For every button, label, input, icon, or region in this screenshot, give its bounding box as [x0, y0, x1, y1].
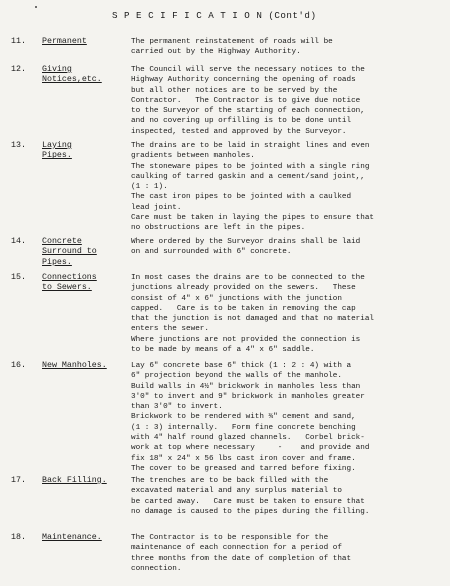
clause-line: consist of 4" x 6" junctions with the junction	[131, 294, 342, 303]
clause-heading	[42, 37, 130, 47]
clause-line: no obstructions are left in the pipes.	[131, 224, 306, 233]
clause-line: on and surrounded with 6" concrete.	[131, 248, 292, 257]
clause-line: excavated material and any surplus material to	[131, 487, 342, 496]
clause-heading-line: Connections	[42, 273, 97, 282]
clause-heading-line: Maintenance.	[42, 533, 102, 542]
clause-line: The Council will serve the necessary notices to the	[131, 66, 365, 74]
clause-line: (1 : 1).	[131, 183, 168, 192]
clause-heading-line: Surround to	[42, 247, 97, 257]
clause-heading	[42, 533, 130, 543]
clause-line: and no covering up orfilling is to be done until	[131, 117, 352, 126]
clause-line: lead joint.	[131, 203, 182, 212]
clause-line: Lay 6" concrete base 6" thick (1 : 2 : 4) with a	[131, 362, 352, 370]
clause-heading	[42, 273, 130, 294]
clause-heading-line: New Manholes.	[42, 361, 107, 370]
clause-line: no damage is caused to the pipes during the filling.	[131, 507, 370, 516]
clause-line: 6" projection beyond the walls of the manhole.	[131, 372, 342, 381]
clause-body	[131, 533, 449, 574]
clause-number: 18.	[11, 533, 26, 542]
clause-number: 14.	[11, 237, 26, 246]
clause-line: inspected, tested and approved by the Surveyor.	[131, 127, 347, 136]
clause-line: to the Surveyor of the starting of each connection,	[131, 107, 365, 116]
clause-heading-line: to Sewers.	[42, 283, 92, 293]
clause-number: 15.	[11, 273, 26, 282]
clause-line: junctions already provided on the sewers. These	[131, 284, 356, 293]
clause-line: 3'0" to invert and 9" brickwork in manholes greater	[131, 392, 365, 401]
clause-body	[131, 141, 449, 234]
clause-line: The cast iron pipes to be jointed with a caulked	[131, 193, 352, 202]
clause-line: Where ordered by the Surveyor drains shall be laid	[131, 238, 361, 246]
clause-line: The permanent reinstatement of roads will be	[131, 38, 333, 46]
clause-heading-line: Laying	[42, 141, 72, 150]
clause-line: fix 18" x 24" x 56 lbs cast iron cover and frame.	[131, 454, 356, 463]
clause-heading	[42, 361, 130, 371]
clause-line: with 4" half round glazed channels. Corbel brick-	[131, 434, 365, 443]
clause-body	[131, 37, 449, 58]
clause-line: The cover to be greased and tarred before fixing.	[131, 464, 356, 473]
clause-heading-line: Concrete	[42, 237, 82, 246]
clause-number: 16.	[11, 361, 26, 370]
clause-line: Contractor. The Contractor is to give due notice	[131, 96, 361, 105]
clause-line: connection.	[131, 564, 182, 573]
clause-heading-line: Back Filling.	[42, 476, 107, 485]
clause-number: 17.	[11, 476, 26, 485]
clause-heading	[42, 141, 130, 162]
clause-line: gradients between manholes.	[131, 152, 255, 161]
clause-line: The trenches are to be back filled with the	[131, 477, 329, 485]
clause-line: The Contractor is to be responsible for the	[131, 534, 329, 542]
clause-heading-line: Giving	[42, 65, 72, 74]
clause-line: Brickwork to be rendered with ¾" cement and sand,	[131, 413, 356, 422]
clause-line: In most cases the drains are to be connected to the	[131, 274, 365, 282]
clause-heading	[42, 237, 130, 268]
clause-line: (1 : 3) internally. Form fine concrete benching	[131, 423, 356, 432]
clause-body	[131, 273, 449, 355]
clause-body	[131, 65, 449, 137]
clause-line: capped. Care is to be taken in removing the cap	[131, 304, 356, 313]
clause-line: Highway Authority concerning the opening of roads	[131, 76, 356, 85]
page-title: S P E C I F I C A T I O N (Cont'd)	[112, 10, 317, 21]
clause-line: maintenance of each connection for a period of	[131, 544, 342, 553]
clause-body	[131, 476, 449, 517]
clause-line: three months from the date of completion of that	[131, 554, 352, 563]
clause-line: The drains are to be laid in straight lines and even	[131, 142, 370, 150]
clause-number: 12.	[11, 65, 26, 74]
clause-line: Build walls in 4½" brickwork in manholes less than	[131, 382, 361, 391]
clause-line: to be made by means of a 4" x 6" saddle.	[131, 346, 315, 355]
clause-line: Care must be taken in laying the pipes to ensure that	[131, 214, 375, 223]
clause-line: enters the sewer.	[131, 325, 209, 334]
scan-speck	[35, 6, 37, 8]
clause-heading-line: Notices,etc.	[42, 75, 102, 85]
clause-number: 13.	[11, 141, 26, 150]
clause-line: Where junctions are not provided the connection is	[131, 335, 361, 344]
clause-heading-line: Pipes.	[42, 151, 72, 161]
clause-line: but all other notices are to be served by the	[131, 86, 338, 95]
clause-heading-line: Permanent	[42, 37, 87, 46]
clause-line: be carted away. Care must be taken to ensure that	[131, 497, 365, 506]
clause-body	[131, 361, 449, 474]
clause-heading-line: Pipes.	[42, 257, 72, 267]
clause-heading	[42, 476, 130, 486]
clause-line: that the junction is not damaged and that no material	[131, 315, 375, 324]
clause-line: than 3'0" to invert.	[131, 403, 223, 412]
clause-number: 11.	[11, 37, 26, 46]
clause-body	[131, 237, 449, 258]
clause-line: caulking of tarred gaskin and a cement/sand joint,,	[131, 172, 365, 181]
clause-heading	[42, 65, 130, 86]
clause-line: work at top where necessary - and provide and	[131, 444, 370, 453]
clause-line: carried out by the Highway Authority.	[131, 48, 301, 57]
clause-line: The stoneware pipes to be jointed with a single ring	[131, 162, 370, 171]
